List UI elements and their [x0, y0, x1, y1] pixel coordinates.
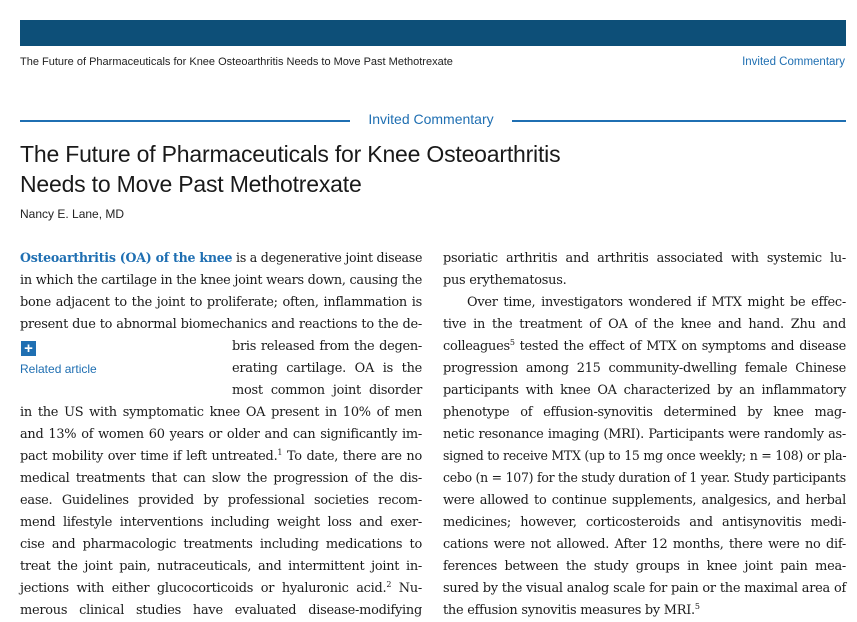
body-line: Osteoarthritis (OA) of the knee is a degenerative joint disease: [20, 251, 423, 266]
body-line: most common joint disorder: [232, 383, 422, 398]
body-line: the effusion synovitis measures by MRI.$^5$: [443, 602, 700, 618]
body-line: medicines; however, corticosteroids and antisynovitis medi-: [443, 515, 846, 530]
body-line: psoriatic arthritis and arthritis associated with systemic lu-: [443, 251, 846, 266]
body-line: pact mobility over time if left untreated.$^1$ To date, there are no: [20, 448, 422, 464]
lead-link[interactable]: Osteoarthritis (OA) of the knee: [20, 251, 233, 266]
reference-5[interactable]: 5: [694, 602, 700, 611]
body-line: in the US with symptomatic knee OA present in 10% of men: [20, 405, 422, 420]
related-article-link[interactable]: Related article: [20, 362, 97, 376]
body-line: medical treatments that can slow the progression of the dis-: [20, 471, 422, 486]
body-line: bone adjacent to the joint to proliferate; often, inflammation is: [20, 295, 422, 310]
body-line: colleagues$^5$ tested the effect of MTX on symptoms and disease: [443, 338, 846, 354]
running-section-label[interactable]: Invited Commentary: [742, 56, 845, 68]
body-line: erating cartilage. OA is the: [232, 361, 422, 376]
body-line: mend lifestyle interventions including weight loss and exer-: [20, 515, 422, 530]
body-line: signed to receive MTX (up to 15 mg once weekly; n = 108) or pla-: [443, 449, 847, 464]
article-title: [20, 139, 720, 199]
header-color-bar: [20, 20, 846, 46]
body-line: present due to abnormal biomechanics and reactions to the de-: [20, 317, 422, 332]
body-line: participants with knee OA characterized by an inflammatory: [443, 383, 846, 398]
body-line: were allowed to continue supplements, analgesics, and herbal: [443, 493, 846, 508]
title-line-1: The Future of Pharmaceuticals for Knee Osteoarthritis: [20, 141, 561, 167]
author-byline: Nancy E. Lane, MD: [20, 207, 125, 221]
body-line: progression among 215 community-dwelling female Chinese: [443, 361, 846, 376]
body-line: phenotype of effusion-synovitis determined by knee mag-: [443, 405, 846, 420]
body-line: in which the cartilage in the knee joint wears down, causing the: [20, 273, 423, 288]
body-line: jections with either glucocorticoids or hyaluronic acid.$^2$ Nu-: [20, 580, 422, 596]
reference-1[interactable]: 1: [277, 448, 283, 457]
reference-2[interactable]: 2: [386, 580, 392, 589]
body-line: and 13% of women 60 years or older and can significantly im-: [20, 427, 422, 442]
body-line: cebo (n = 107) for the study duration of 1 year. Study participants: [443, 471, 846, 486]
body-line: cations were not allowed. After 12 months, there were no dif-: [443, 537, 846, 552]
body-line: cise and pharmacologic treatments including medications to: [20, 537, 422, 552]
body-line: sured by the visual analog scale for pain or the maximal area of: [443, 581, 846, 596]
title-line-2: Needs to Move Past Methotrexate: [20, 171, 362, 197]
body-line: merous clinical studies have evaluated disease-modifying: [20, 603, 422, 618]
section-rule-left: [20, 120, 350, 122]
section-label: Invited Commentary: [368, 111, 494, 127]
section-rule-right: [512, 120, 846, 122]
body-line: netic resonance imaging (MRI). Participants were randomly as-: [443, 427, 846, 442]
body-line: treat the joint pain, nutraceuticals, and intermittent joint in-: [20, 559, 422, 574]
reference-5[interactable]: 5: [509, 338, 515, 347]
body-line: tive in the treatment of OA of the knee and hand. Zhu and: [443, 317, 846, 332]
body-line: pus erythematosus.: [443, 273, 567, 288]
body-line: ease. Guidelines provided by professional societies recom-: [20, 493, 422, 508]
body-line: ferences between the study groups in knee joint pain mea-: [443, 559, 846, 574]
body-line: Over time, investigators wondered if MTX might be effec-: [467, 295, 846, 310]
running-title: The Future of Pharmaceuticals for Knee Osteoarthritis Needs to Move Past Methotrexate: [20, 56, 453, 68]
body-line: bris released from the degen-: [232, 339, 422, 354]
plus-icon[interactable]: +: [21, 341, 36, 356]
